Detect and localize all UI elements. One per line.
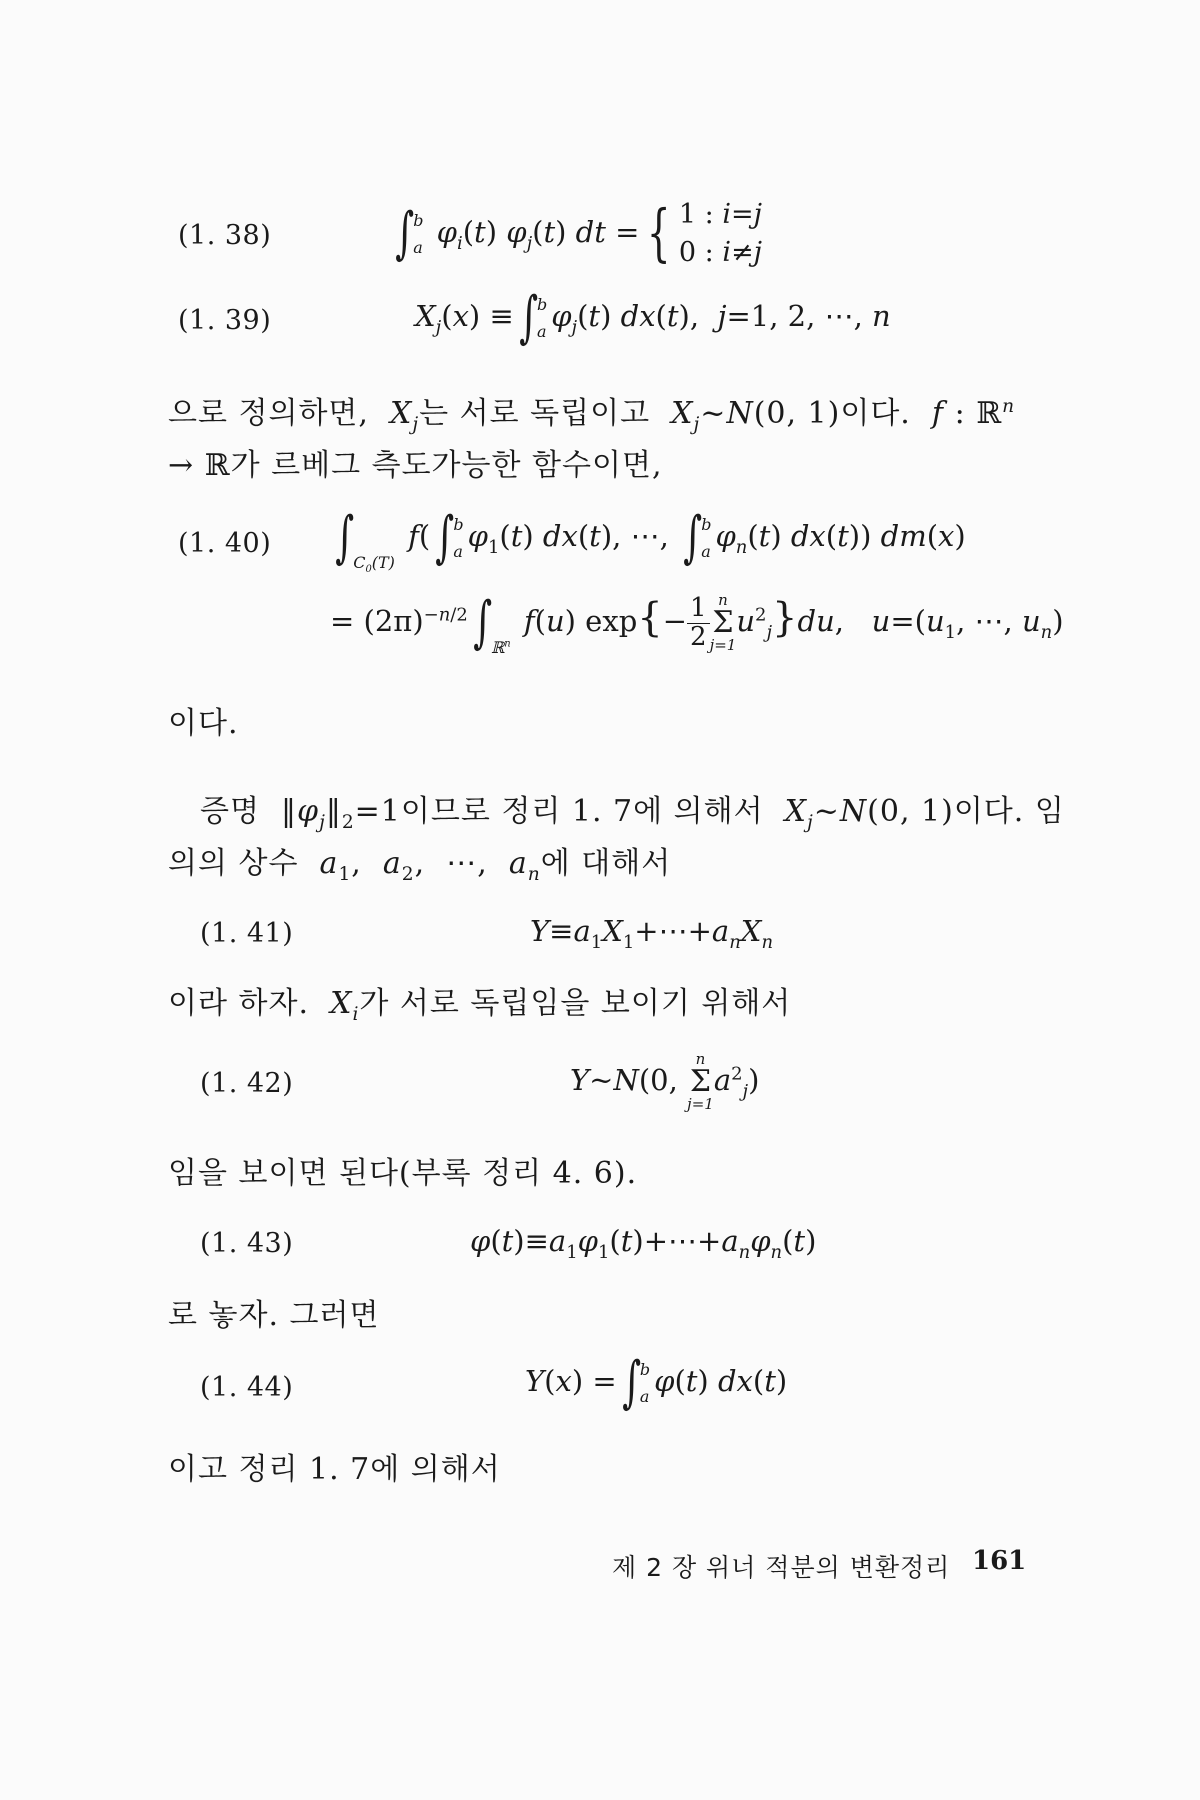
equation-1-43: $\varphi(t)\equiv a_1\varphi_1(t)+\cdots+a_n\varphi_n(t)$ (470, 1224, 817, 1263)
equation-number: (1. 38) (178, 220, 272, 251)
text-run: 으로 정의하면, (168, 396, 369, 431)
paragraph-line: 임을 보이면 된다(부록 정리 4. 6). (168, 1156, 638, 1191)
text-run: 에 대해서 (540, 846, 672, 881)
paragraph-line: 으로 정의하면, $X_j$는 서로 독립이고 $X_j\sim N(0$, 1)이다. f : ℝ$^n$ (168, 396, 1016, 435)
equation-number: (1. 39) (178, 305, 272, 336)
equation-1-42: Y~N(0, n Σ j=1 $a^2_j$) (570, 1050, 760, 1113)
equation-1-40-line1: $\int C_0(T)$ f(∫b a $\varphi_1(t)$ dx(t), ⋯, ∫b a $\varphi_n(t)$ dx(t)) dm(x) (335, 505, 966, 576)
text-run: 의의 상수 (168, 846, 299, 881)
equation-number: (1. 41) (200, 918, 294, 949)
text-run: 이라 하자. (168, 986, 309, 1021)
paragraph-line: 이고 정리 1. 7에 의해서 (168, 1452, 501, 1487)
paragraph-line: 로 놓자. 그러면 (168, 1298, 380, 1333)
page-number: 161 (972, 1546, 1027, 1576)
text-run: =1이므로 정리 1. 7에 의해서 (354, 794, 764, 829)
text-run: 는 서로 독립이고 (419, 396, 651, 431)
equation-number: (1. 40) (178, 528, 272, 559)
paragraph-line: 이다. (168, 706, 239, 741)
equation-number: (1. 44) (200, 1372, 294, 1403)
equation-1-44: Y(x) =∫b a φ(t) dx(t) (525, 1350, 788, 1415)
equation-1-38: ∫b a $\varphi_i(t)$ $\varphi_j(t)$ dt = { 1 : i=j 0 : i≠j (395, 196, 762, 269)
paragraph-line: 의의 상수 $a_1$, $a_2$, ⋯, $a_n$에 대해서 (168, 846, 672, 885)
equation-number: (1. 43) (200, 1228, 294, 1259)
proof-label: 증명 (200, 794, 260, 829)
math-inline: $X_j$ (671, 396, 701, 435)
text-run: 가 르베그 측도가능한 함수이면, (230, 448, 663, 483)
running-footer: 제 2 장 위너 적분의 변환정리 (612, 1553, 951, 1582)
equation-number: (1. 42) (200, 1068, 294, 1099)
text-run: 이다. 임 (953, 794, 1065, 829)
math-inline: $X_j$ (390, 396, 420, 435)
equation-1-40-line2: = $(2\pi)^{-n/2}\int ℝ^n$ f(u) exp{− $\frac{1}{2}$ n Σ j=1 $u^2_j\}du$, $u=(u_1$, ⋯, $u_n$) (330, 590, 1064, 657)
paragraph-line: 이라 하자. $X_i$가 서로 독립임을 보이기 위해서 (168, 986, 792, 1025)
text-run: 이다. (840, 396, 911, 431)
equation-1-41: $Y\equiv a_1X_1+\cdots+a_nX_n$ (530, 914, 774, 953)
text-run: 가 서로 독립임을 보이기 위해서 (359, 986, 792, 1021)
equation-1-39: $X_j(x) \equiv\int b$ a $\varphi_j(t)$ dx(t), j=1, 2, ⋯, n (415, 285, 891, 350)
proof-line: 증명 $‖\varphi_j‖_2=1$이므로 정리 1. 7에 의해서 $X_j\sim N(0$, 1)이다. 임 (200, 794, 1065, 833)
paragraph-line: → ℝ가 르베그 측도가능한 함수이면, (168, 448, 663, 483)
